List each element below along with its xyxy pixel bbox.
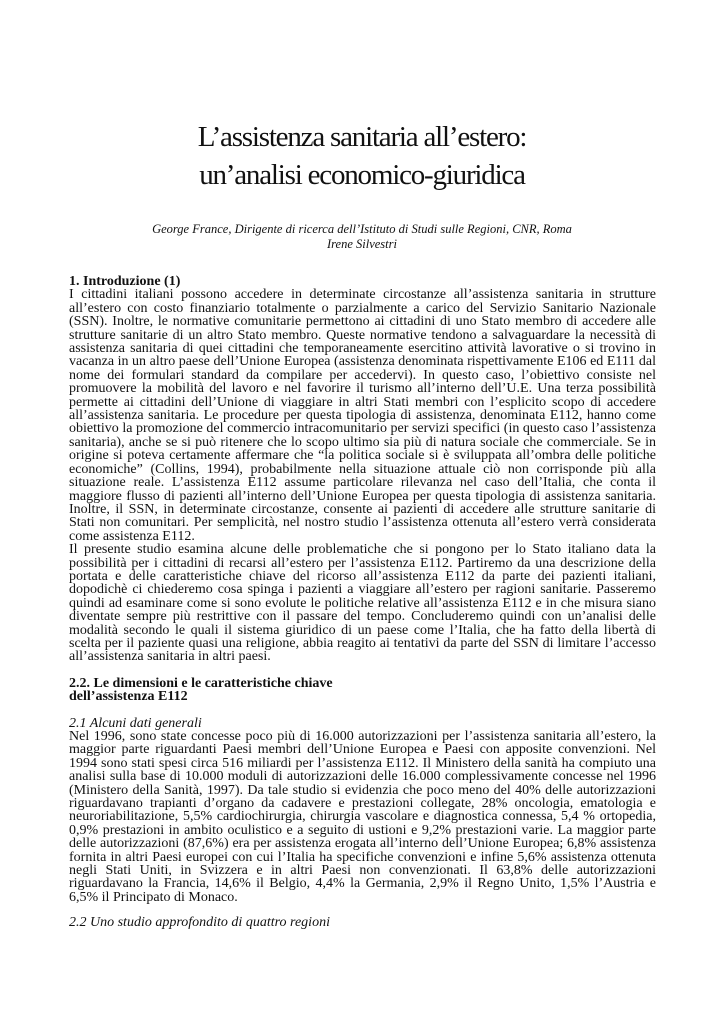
section-heading-dimensions [69,677,656,704]
section-heading-dimensions-line-2: dell’assistenza E112 [69,689,188,705]
title-line-2: un’analisi economico-giuridica [199,159,525,191]
author-line-1: George France, Dirigente di ricerca dell’Istituto di Studi sulle Regioni, CNR, Roma [152,222,572,236]
intro-paragraph-2: Il presente studio esamina alcune delle problematiche che si pongono per lo Stato italiano data la possibilità per i cittadini di recarsi all’estero per l’assistenza E112. Partiremo da una descrizione della portata e delle caratteristiche chiave del ricorso all’assistenza E112 da parte dei pazienti italiani, dopodichè ci chiederemo cosa spinga i pazienti a viaggiare all’estero per ragioni sanitarie. Passeremo quindi ad esaminare come si sono evolute le politiche relative all’assistenza E112 e in che misura siano diventate sempre più restrittive con il passare del tempo. Concluderemo quindi con un’analisi delle modalità secondo le quali il sistema giuridico di un paese come l’Italia, che ha fatto della libertà di scelta per il paziente quasi una religione, abbia reagito ai tentativi da parte del SSN di limitare l’accesso all’assistenza sanitaria in altri paesi. [69,542,656,665]
section-heading-intro: 1. Introduzione (1) [69,274,181,289]
subsection-heading-general-data: 2.1 Alcuni dati generali [69,715,202,731]
body-text [69,275,656,930]
dimensions-paragraph-1: Nel 1996, sono state concesse poco più di 16.000 autorizzazioni per l’assistenza sanitaria all’estero, la maggior parte riguardanti Paesi membri dell’Unione Europea e Paesi con apposite convenzioni. Nel 1994 sono stati spesi circa 516 miliardi per l’assistenza E112. Il Ministero della sanità ha compiuto una analisi sulla base di 10.000 moduli di autorizzazioni delle 16.000 complessivamente concesse nel 1996 (Ministero della Sanità, 1997). Da tale studio si evidenzia che poco meno del 40% delle autorizzazioni riguardavano trapianti d’organo da cadavere e prestazioni collegate, 28% oncologia, ematologia e neuroriabilitazione, 5,5% cardiochirurgia, chirurgia vascolare e diagnostica connessa, 5,4 % ortopedia, 0,9% prestazioni in ambito oculistico e a seguito di ustioni e 9,2% prestazioni varie. La maggior parte delle autorizzazioni (87,6%) era per assistenza erogata all’interno dell’Unione Europea; 6,8% assistenza fornita in altri Paesi europei con cui l’Italia ha specifiche convenzioni e infine 5,6% assistenza ottenuta negli Stati Uniti, in Svizzera e in altri Paesi non convenzionati. Il 63,8% delle autorizzazioni riguardavano la Francia, 14,6% il Belgio, 4,4% la Germania, 2,9% il Regno Unito, 1,5% l’Austria e 6,5% il Principato di Monaco. [69,729,656,905]
spacer [69,704,656,717]
subsection-heading-four-regions: 2.2 Uno studio approfondito di quattro regioni [69,915,330,931]
author-block [0,222,724,252]
title-line-1: L’assistenza sanitaria all’estero: [197,121,527,153]
intro-paragraph-1: I cittadini italiani possono accedere in determinate circostanze all’assistenza sanitaria in strutture all’estero con costo finanziario totalmente o parzialmente a carico del Servizio Sanitario Nazionale (SSN). Inoltre, le normative comunitarie permettono ai cittadini di uno Stato membro di accedere alle strutture sanitarie di un altro Stato membro. Queste normative tendono a salvaguardare la necessità di assistenza sanitaria di quei cittadini che temporaneamente esercitino attività lavorative o si trovino in vacanza in un altro paese dell’Unione Europea (assistenza denominata rispettivamente E106 ed E111 dal nome dei formulari standard da compilare per accedervi). In questo caso, l’obiettivo consiste nel promuovere la mobilità del lavoro e nel favorire il turismo all’interno dell’U.E. Una terza possibilità permette ai cittadini dell’Unione di viaggiare in altri Stati membri con l’esplicito scopo di accedere all’assistenza sanitaria. Le procedure per questa tipologia di assistenza, denominata E112, hanno come obiettivo la promozione del commercio intracomunitario per servizi specifici (in questo caso l’assistenza sanitaria), anche se si può ritenere che lo scopo ultimo sia più di natura sociale che commerciale. Se in origine si poteva certamente affermare che “la politica sociale si è sviluppata all’ombra delle politiche economiche” (Collins, 1994), probabilmente nella situazione attuale ciò non corrisponde più alla situazione reale. L’assistenza E112 assume particolare rilevanza nel caso dell’Italia, che conta il maggiore flusso di pazienti all’interno dell’Unione Europea per questa tipologia di assistenza sanitaria. Inoltre, il SSN, in determinate circostanze, consente ai pazienti di accedere alle strutture sanitarie di Stati non comunitari. Per semplicità, nel nostro studio l’assistenza ottenuta all’estero verrà considerata come assistenza E112. [69,287,656,544]
section-heading-dimensions-line-1: 2.2. Le dimensioni e le caratteristiche chiave [69,675,333,691]
author-line-2: Irene Silvestri [326,237,397,251]
paper-title [0,118,724,194]
